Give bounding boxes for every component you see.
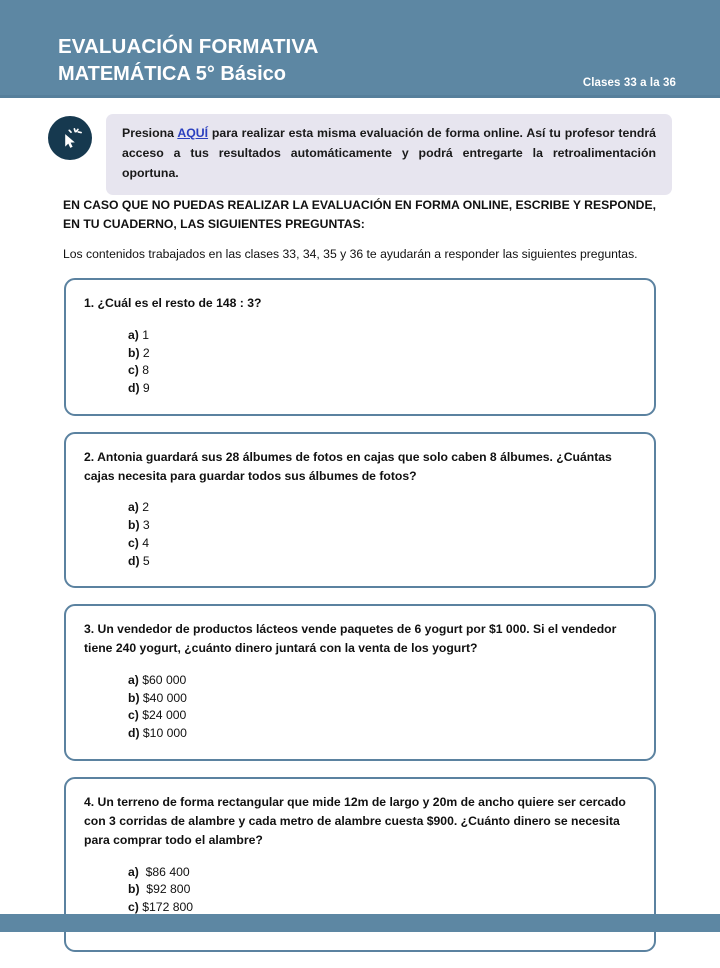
option-item[interactable] (128, 707, 636, 725)
option-value: 8 (138, 363, 150, 378)
option-value: 3 (139, 518, 150, 533)
option-letter: b) (128, 518, 140, 533)
question-text: 2. Antonia guardará sus 28 álbumes de fotos en cajas que solo caben 8 álbumes. ¿Cuántas cajas necesita para guardar todos sus álbumes de fotos? (84, 449, 612, 483)
option-letter: b) (128, 345, 140, 360)
callout-text-after-link: para realizar esta misma evaluación de forma online. Así tu profesor tendrá acceso a tus resultados automáticamente y podrá entregarte la retroalimentación oportuna. (122, 126, 656, 180)
option-item[interactable] (128, 380, 636, 398)
option-value: 4 (138, 535, 150, 550)
option-item[interactable] (128, 517, 636, 535)
question-box (64, 604, 656, 761)
online-evaluation-link[interactable]: AQUÍ (177, 126, 209, 140)
option-letter: c) (128, 363, 139, 378)
option-value: $60 000 (138, 673, 187, 688)
option-item[interactable] (128, 725, 636, 743)
page-footer-band (0, 914, 720, 932)
option-value: $172 800 (138, 899, 194, 914)
option-item[interactable] (128, 672, 636, 690)
option-value: 9 (139, 380, 150, 395)
option-item[interactable] (128, 881, 636, 899)
option-letter: d) (128, 380, 140, 395)
click-cursor-icon (48, 116, 92, 160)
instruction-notice-plain: Los contenidos trabajados en las clases 33, 34, 35 y 36 te ayudarán a responder las siguientes preguntas. (63, 247, 638, 261)
header-title-group (58, 34, 319, 88)
option-value: $92 800 (139, 882, 191, 897)
option-value: $10 000 (139, 726, 187, 741)
option-value: 2 (139, 345, 150, 360)
option-value: 1 (138, 327, 150, 342)
option-item[interactable] (128, 362, 636, 380)
option-item[interactable] (128, 690, 636, 708)
instruction-notice-bold: EN CASO QUE NO PUEDAS REALIZAR LA EVALUACIÓN EN FORMA ONLINE, ESCRIBE Y RESPONDE, EN TU CUADERNO, LAS SIGUIENTES PREGUNTAS: (63, 198, 656, 231)
option-letter: a) (128, 500, 139, 515)
option-value: 5 (139, 553, 150, 568)
option-item[interactable] (128, 499, 636, 517)
option-letter: c) (128, 708, 139, 723)
page-header-band (0, 0, 720, 98)
option-item[interactable] (128, 553, 636, 571)
question-box (64, 278, 656, 416)
option-list (84, 499, 636, 570)
option-item[interactable] (128, 345, 636, 363)
callout-text-box (106, 114, 672, 195)
option-value: $24 000 (138, 708, 187, 723)
question-text: 3. Un vendedor de productos lácteos vende paquetes de 6 yogurt por $1 000. Si el vendedor tiene 240 yogurt, ¿cuánto dinero juntará con la venta de los yogurt? (84, 622, 617, 656)
option-value: 2 (138, 500, 150, 515)
option-item[interactable] (128, 327, 636, 345)
option-item[interactable] (128, 535, 636, 553)
questions-list (64, 278, 656, 968)
callout-text-before-link: Presiona (122, 126, 178, 140)
option-value: $86 400 (138, 864, 190, 879)
question-text: 1. ¿Cuál es el resto de 148 : 3? (84, 296, 262, 310)
option-item[interactable] (128, 864, 636, 882)
callout-paragraph (122, 124, 656, 184)
page-subtitle: MATEMÁTICA 5° Básico (58, 63, 287, 86)
option-letter: b) (128, 690, 140, 705)
option-letter: a) (128, 673, 139, 688)
question-text: 4. Un terreno de forma rectangular que mide 12m de largo y 20m de ancho quiere ser cercado con 3 corridas de alambre y cada metro de alambre cuesta $900. ¿Cuánto dinero se necesita para comprar todo el alambre? (84, 794, 626, 847)
option-letter: a) (128, 327, 139, 342)
classes-label: Clases 33 a la 36 (582, 77, 676, 89)
option-letter: d) (128, 726, 140, 741)
page-title: EVALUACIÓN FORMATIVA (58, 35, 319, 58)
option-list (84, 327, 636, 398)
online-callout (48, 114, 672, 195)
option-letter: c) (128, 899, 139, 914)
option-letter: d) (128, 553, 140, 568)
option-letter: a) (128, 864, 139, 879)
question-box (64, 432, 656, 589)
option-list (84, 672, 636, 743)
option-letter: c) (128, 535, 139, 550)
option-value: $40 000 (139, 690, 187, 705)
option-letter: b) (128, 882, 140, 897)
